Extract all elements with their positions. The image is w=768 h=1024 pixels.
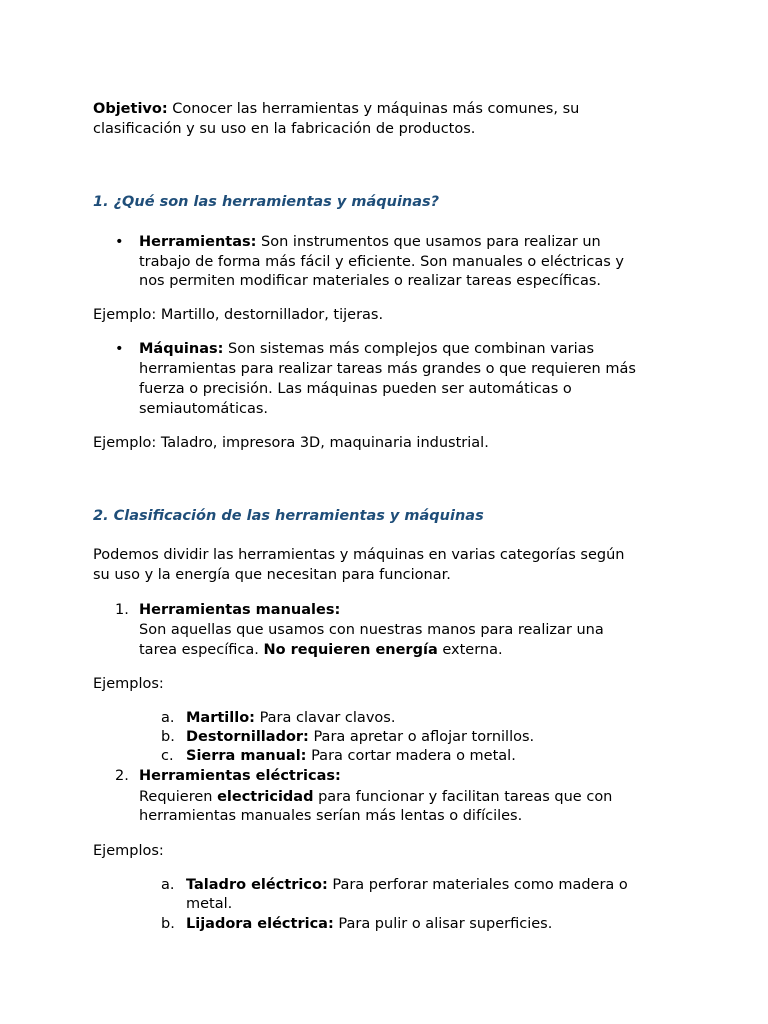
section-2-intro-line-2: su uso y la energía que necesitan para funcionar. — [93, 567, 451, 583]
example-1: Ejemplo: Martillo, destornillador, tijeras. — [93, 307, 384, 323]
example-name: Martillo: — [186, 710, 255, 726]
maquinas-line-1: Son sistemas más complejos que combinan varias — [223, 341, 595, 357]
example-name: Destornillador: — [186, 729, 309, 745]
electricas-title: Herramientas eléctricas: — [139, 768, 341, 784]
herramientas-line-1: Son instrumentos que usamos para realizar un — [256, 234, 601, 250]
objective-label: Objetivo: — [93, 101, 168, 117]
electricas-desc-line-2: herramientas manuales serían más lentas o difíciles. — [139, 808, 523, 824]
maquinas-line-3: fuerza o precisión. Las máquinas pueden ser automáticas o — [139, 381, 572, 397]
example-name: Taladro eléctrico: — [186, 877, 328, 893]
manuales-title: Herramientas manuales: — [139, 602, 341, 618]
example-name: Lijadora eléctrica: — [186, 916, 334, 932]
herramientas-line-2: trabajo de forma más fácil y eficiente. Son manuales o eléctricas y — [139, 254, 625, 270]
section-2-intro-line-1: Podemos dividir las herramientas y máquinas en varias categorías según — [93, 547, 625, 563]
objective-line-2: clasificación y su uso en la fabricación de productos. — [93, 121, 476, 137]
maquinas-line-2: herramientas para realizar tareas más grandes o que requieren más — [139, 361, 636, 377]
list-marker: c. — [161, 748, 174, 764]
manuales-desc-line-1: Son aquellas que usamos con nuestras manos para realizar una — [139, 622, 604, 638]
example-desc: Para pulir o alisar superficies. — [333, 916, 553, 932]
bullet-icon: • — [115, 341, 124, 357]
objective-line-1: Conocer las herramientas y máquinas más comunes, su — [167, 101, 580, 117]
section-2-heading: 2. Clasificación de las herramientas y máquinas — [93, 508, 484, 524]
herramientas-line-3: nos permiten modificar materiales o realizar tareas específicas. — [139, 273, 602, 289]
example-desc: Para perforar materiales como madera o — [327, 877, 628, 893]
herramientas-label: Herramientas: — [139, 234, 257, 250]
list-number: 1. — [115, 602, 129, 618]
manuales-bold-phrase: No requieren energía — [263, 642, 438, 658]
example-desc: Para clavar clavos. — [254, 710, 396, 726]
example-desc-line-2: metal. — [186, 896, 233, 912]
list-number: 2. — [115, 768, 129, 784]
manuales-desc-line-2: tarea específica. No requieren energía externa. — [139, 642, 503, 658]
examples-label-2: Ejemplos: — [93, 843, 164, 859]
bullet-icon: • — [115, 234, 124, 250]
example-desc: Para apretar o aflojar tornillos. — [308, 729, 535, 745]
example-2: Ejemplo: Taladro, impresora 3D, maquinaria industrial. — [93, 435, 489, 451]
list-marker: b. — [161, 729, 175, 745]
maquinas-line-4: semiautomáticas. — [139, 401, 269, 417]
list-marker: b. — [161, 916, 175, 932]
example-name: Sierra manual: — [186, 748, 307, 764]
objective-paragraph — [93, 100, 579, 120]
maquinas-label: Máquinas: — [139, 341, 224, 357]
electricas-bold-word: electricidad — [217, 789, 314, 805]
examples-label-1: Ejemplos: — [93, 676, 164, 692]
section-1-heading: 1. ¿Qué son las herramientas y máquinas? — [93, 194, 440, 210]
list-marker: a. — [161, 710, 175, 726]
electricas-desc-line-1: Requieren electricidad para funcionar y facilitan tareas que con — [139, 789, 613, 805]
example-desc: Para cortar madera o metal. — [306, 748, 516, 764]
list-marker: a. — [161, 877, 175, 893]
